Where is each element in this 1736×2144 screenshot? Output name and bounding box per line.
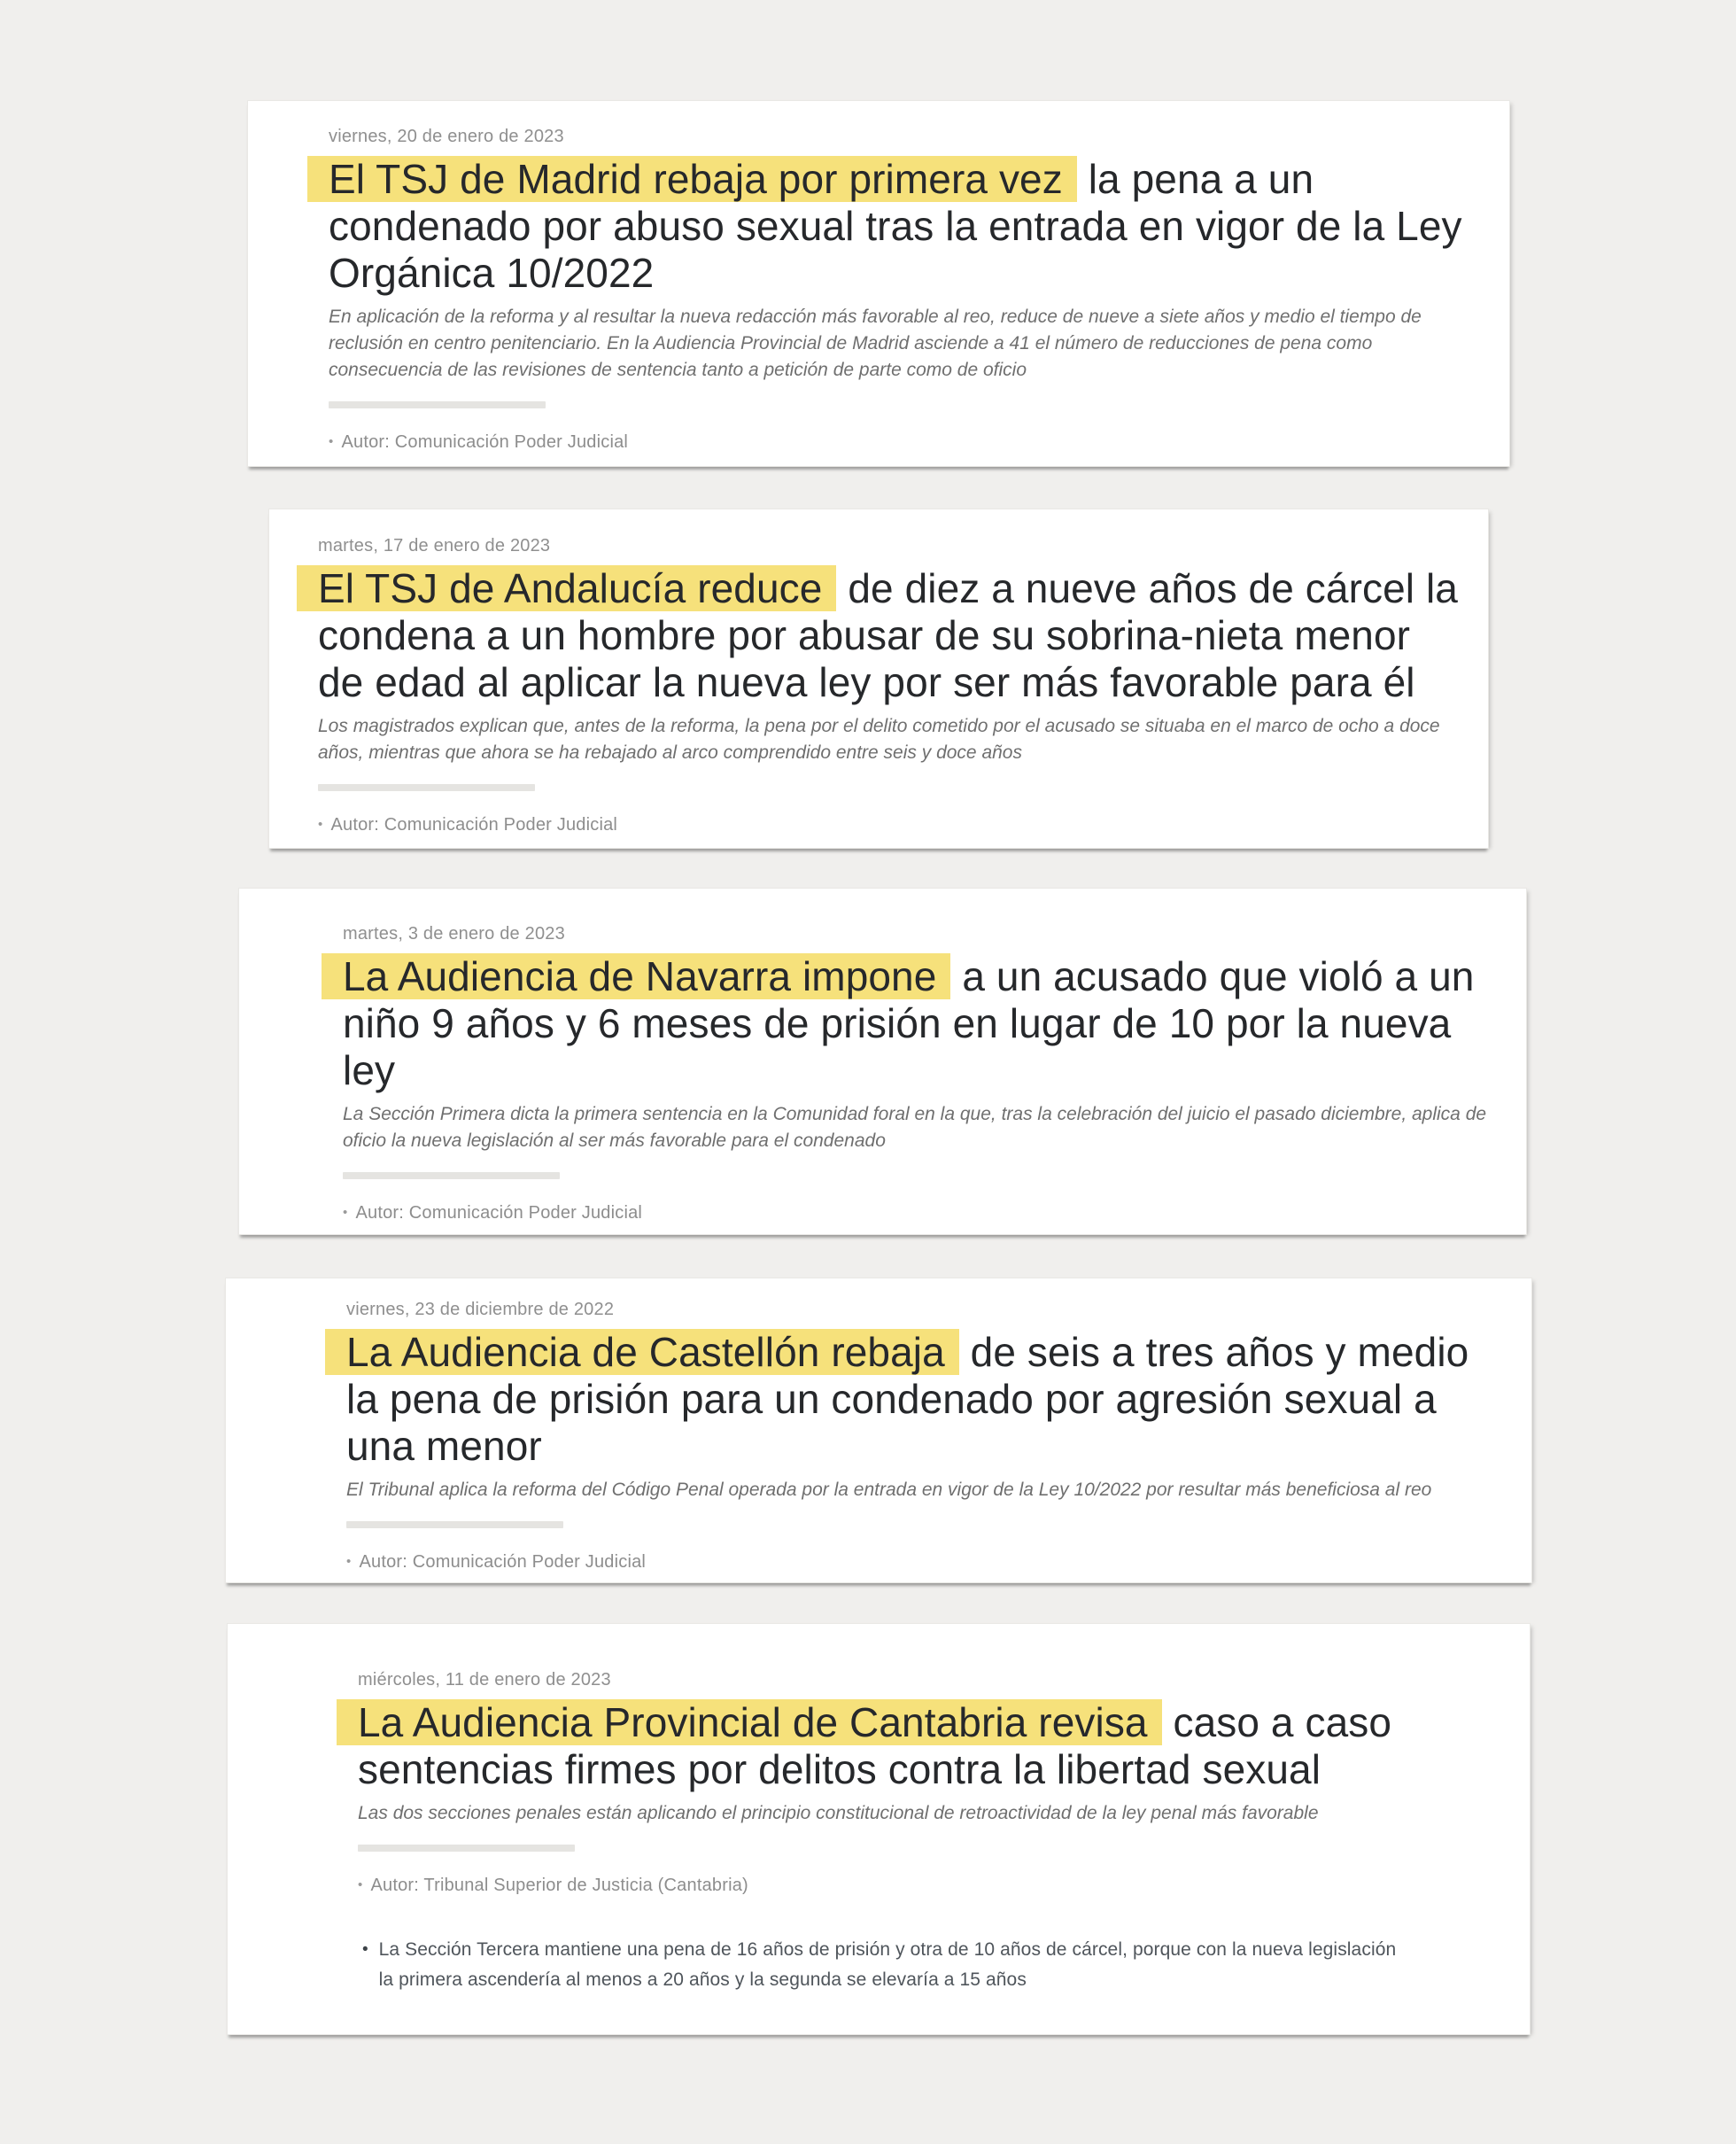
news-card [238, 888, 1527, 1235]
author-text: Autor: Comunicación Poder Judicial [359, 1552, 647, 1572]
headline-highlight[interactable]: La Audiencia de Castellón rebaja [325, 1329, 959, 1375]
article-headline[interactable] [329, 156, 1483, 297]
article-date: miércoles, 11 de enero de 2023 [358, 1670, 611, 1690]
article-author [318, 814, 1461, 835]
headline-rest[interactable]: caso a caso sentencias firmes por delitos contra la libertad sexual [358, 1699, 1392, 1792]
author-text: Autor: Comunicación Poder Judicial [355, 1203, 643, 1223]
author-bullet-icon: • [346, 1554, 352, 1569]
author-bullet-icon: • [343, 1205, 348, 1220]
article-author [343, 1202, 1500, 1223]
list-item [362, 1935, 1503, 1995]
article-author [346, 1551, 1505, 1573]
article-author [329, 431, 1483, 453]
news-card [247, 100, 1510, 467]
list-item-text: La Sección Tercera mantiene una pena de 16 años de prisión y otra de 10 años de cárcel, porque con la nueva legislación la primera ascendería al menos a 20 años y la segunda se elevaría a 15 años [378, 1939, 1397, 1990]
list-bullet-icon: • [362, 1940, 368, 1959]
author-bullet-icon: • [329, 434, 334, 449]
author-text: Autor: Tribunal Superior de Justicia (Cantabria) [370, 1876, 748, 1895]
headline-highlight[interactable]: La Audiencia Provincial de Cantabria revisa [337, 1699, 1162, 1745]
divider [358, 1845, 575, 1852]
headline-rest[interactable]: la pena a un condenado por abuso sexual tras la entrada en vigor de la Ley Orgánica 10/2022 [329, 156, 1462, 296]
article-subtitle: La Sección Primera dicta la primera sentencia en la Comunidad foral en la que, tras la celebración del juicio el pasado diciembre, aplica de oficio la nueva legislación al ser más favorable para el condenado [343, 1104, 1487, 1151]
author-text: Autor: Comunicación Poder Judicial [341, 432, 629, 452]
author-bullet-icon: • [358, 1877, 363, 1892]
article-date: martes, 3 de enero de 2023 [343, 924, 565, 944]
article-headline[interactable] [343, 953, 1494, 1094]
divider [329, 401, 546, 408]
author-text: Autor: Comunicación Poder Judicial [330, 815, 618, 835]
article-subtitle: Las dos secciones penales están aplicando el principio constitucional de retroactividad de la ley penal más favorable [358, 1803, 1319, 1823]
related-note-list [362, 1935, 1503, 1995]
article-date: viernes, 23 de diciembre de 2022 [346, 1300, 615, 1319]
news-card [268, 509, 1489, 849]
article-author [358, 1875, 1503, 1896]
headline-highlight[interactable]: El TSJ de Madrid rebaja por primera vez [307, 156, 1077, 202]
article-headline[interactable] [318, 565, 1461, 706]
headline-rest[interactable]: de diez a nueve años de cárcel la condena a un hombre por abusar de su sobrina-nieta menor de edad al aplicar la nueva ley por ser más favorable para él [318, 565, 1458, 705]
news-card [225, 1278, 1532, 1583]
headline-highlight[interactable]: El TSJ de Andalucía reduce [297, 565, 836, 611]
divider [343, 1172, 560, 1179]
article-headline[interactable] [346, 1329, 1505, 1470]
divider [318, 784, 535, 791]
divider [346, 1521, 563, 1528]
article-subtitle: El Tribunal aplica la reforma del Código Penal operada por la entrada en vigor de la Ley 10/2022 por resultar más beneficiosa al reo [346, 1480, 1432, 1500]
article-subtitle: Los magistrados explican que, antes de la reforma, la pena por el delito cometido por el acusado se situaba en el marco de ocho a doce años, mientras que ahora se ha rebajado al arco comprendido entre seis y doce años [318, 716, 1440, 763]
author-bullet-icon: • [318, 817, 323, 832]
article-headline[interactable] [358, 1699, 1503, 1793]
headline-rest[interactable]: de seis a tres años y medio la pena de prisión para un condenado por agresión sexual a una menor [346, 1329, 1469, 1469]
news-card [227, 1623, 1531, 2035]
headline-rest[interactable]: a un acusado que violó a un niño 9 años y 6 meses de prisión en lugar de 10 por la nueva ley [343, 953, 1475, 1093]
article-date: viernes, 20 de enero de 2023 [329, 127, 564, 146]
article-date: martes, 17 de enero de 2023 [318, 536, 551, 555]
article-subtitle: En aplicación de la reforma y al resultar la nueva redacción más favorable al reo, reduce de nueve a siete años y medio el tiempo de reclusión en centro penitenciario. En la Audiencia Provincial de Madrid asciende a 41 el número de reducciones de pena como consecuencia de las revisiones de sentencia tanto a petición de parte como de oficio [329, 307, 1422, 380]
headline-highlight[interactable]: La Audiencia de Navarra impone [322, 953, 950, 999]
